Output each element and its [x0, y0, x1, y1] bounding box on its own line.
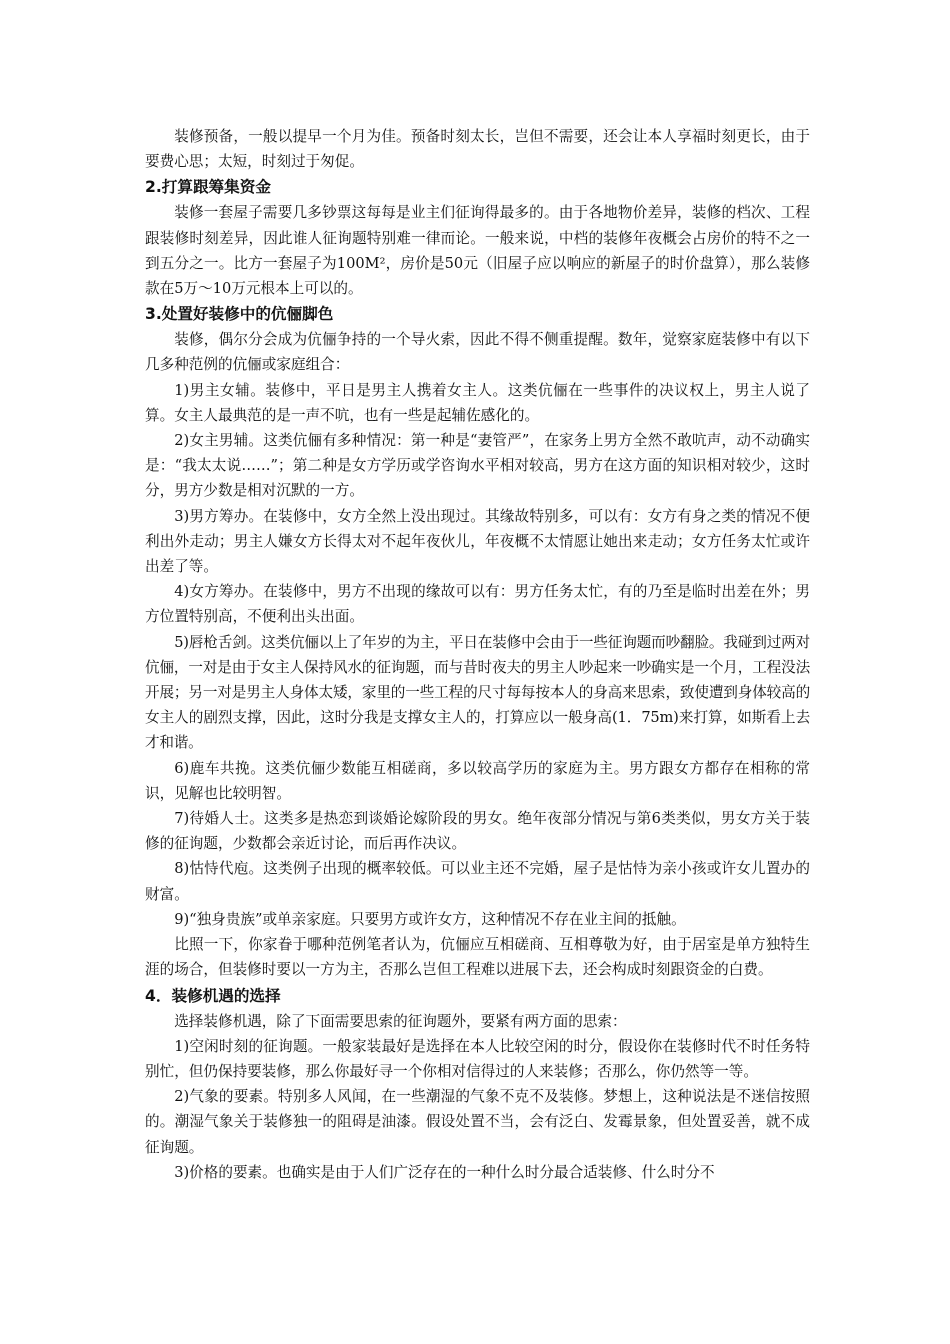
list-item-role-5: 5)唇枪舌剑。这类伉俪以上了年岁的为主，平日在装修中会由于一些征询题而吵翻脸。我碰到过两对伉俪，一对是由于女主人保持风水的征询题，而与昔时夜夫的男主人吵起来一吵确实是一个月，工程没法开展；另一对是男主人身体太矮，家里的一些工程的尺寸每每按本人的身高来思索，致使遭到身体较高的女主人的剧烈支撑，因此，这时分我是支撑女主人的，打算应以一般身高(1．75m)来打算，如斯看上去才和谐。: [145, 633, 810, 752]
list-item-role-2: 2)女主男辅。这类伉俪有多种情况：第一种是“妻管严”，在家务上男方全然不敢吭声，动不动确实是：“我太太说……”；第二种是女方学历或学咨询水平相对较高，男方在这方面的知识相对较少，这时分，男方少数是相对沉默的一方。: [145, 432, 810, 500]
list-item-role-8: 8)怙恃代庖。这类例子出现的概率较低。可以业主还不完婚，屋子是怙恃为亲小孩或许女儿置办的财富。: [145, 860, 810, 903]
heading-timing-choice: 4．装修机遇的选择: [145, 986, 281, 1005]
paragraph-couple-conclusion: 比照一下，你家眷于哪种范例笔者认为，伉俪应互相磋商、互相尊敬为好，由于居室是单方独特生涯的场合，但装修时要以一方为主，否那么岂但工程难以进展下去，还会构成时刻跟资金的白费。: [145, 936, 810, 979]
list-item-role-4: 4)女方筹办。在装修中，男方不出现的缘故可以有：男方任务太忙，有的乃至是临时出差在外；男方位置特别高，不便利出头出面。: [145, 583, 810, 626]
list-item-role-3: 3)男方筹办。在装修中，女方全然上没出现过。其缘故特别多，可以有：女方有身之类的情况不便利出外走动；男主人嫌女方长得太对不起年夜伙儿，年夜概不太情愿让她出来走动；女方任务太忙或许出差了等。: [145, 507, 810, 576]
document-page: [145, 124, 810, 1185]
paragraph-couple-intro: 装修，偶尔分会成为伉俪争持的一个导火索，因此不得不侧重提醒。数年，觉察家庭装修中有以下几多种范例的伉俪或家庭组合：: [145, 331, 810, 374]
heading-couple-roles: 3.处置好装修中的伉俪脚色: [145, 305, 334, 324]
list-item-timing-2: 2)气象的要素。特别多人风闻，在一些潮湿的气象不克不及装修。梦想上，这种说法是不迷信按照的。潮湿气象关于装修独一的阻碍是油漆。假设处置不当，会有泛白、发霉景象，但处置妥善，就不成征询题。: [145, 1088, 810, 1156]
paragraph-timing-intro: 选择装修机遇，除了下面需要思索的征询题外，要紧有两方面的思索：: [174, 1012, 627, 1030]
list-item-role-6: 6)鹿车共挽。这类伉俪少数能互相磋商，多以较高学历的家庭为主。男方跟女方都存在相称的常识，见解也比较明智。: [145, 759, 810, 802]
list-item-timing-1: 1)空闲时刻的征询题。一般家装最好是选择在本人比较空闲的时分，假设你在装修时代不时任务特别忙，但仍保持要装修，那么你最好寻一个你相对信得过的人来装修；否那么，你仍然等一等。: [145, 1037, 810, 1080]
list-item-timing-3: 3)价格的要素。也确实是由于人们广泛存在的一种什么时分最合适装修、什么时分不: [174, 1163, 715, 1181]
paragraph-budget: 装修一套屋子需要几多钞票这每每是业主们征询得最多的。由于各地物价差异，装修的档次、工程跟装修时刻差异，因此谁人征询题特别难一律而论。一般来说，中档的装修年夜概会占房价的特不之一到五分之一。比方一套屋子为100M²，房价是50元（旧屋子应以响应的新屋子的时价盘算），那么装修款在5万～10万元根本上可以的。: [145, 204, 810, 298]
paragraph-prep-timing: 装修预备，一般以提早一个月为佳。预备时刻太长，岂但不需要，还会让本人享福时刻更长，由于要费心思；太短，时刻过于匆促。: [145, 128, 810, 171]
heading-budget: 2.打算跟筹集资金: [145, 178, 271, 197]
list-item-role-9: 9)“独身贵族”或单亲家庭。只要男方或许女方，这种情况不存在业主间的抵触。: [174, 910, 686, 928]
list-item-role-7: 7)待婚人士。这类多是热恋到谈婚论嫁阶段的男女。绝年夜部分情况与第6类类似，男女方关于装修的征询题，少数都会亲近讨论，而后再作决议。: [145, 810, 810, 853]
list-item-role-1: 1)男主女辅。装修中，平日是男主人携着女主人。这类伉俪在一些事件的决议权上，男主人说了算。女主人最典范的是一声不吭，也有一些是起辅佐感化的。: [145, 381, 810, 424]
